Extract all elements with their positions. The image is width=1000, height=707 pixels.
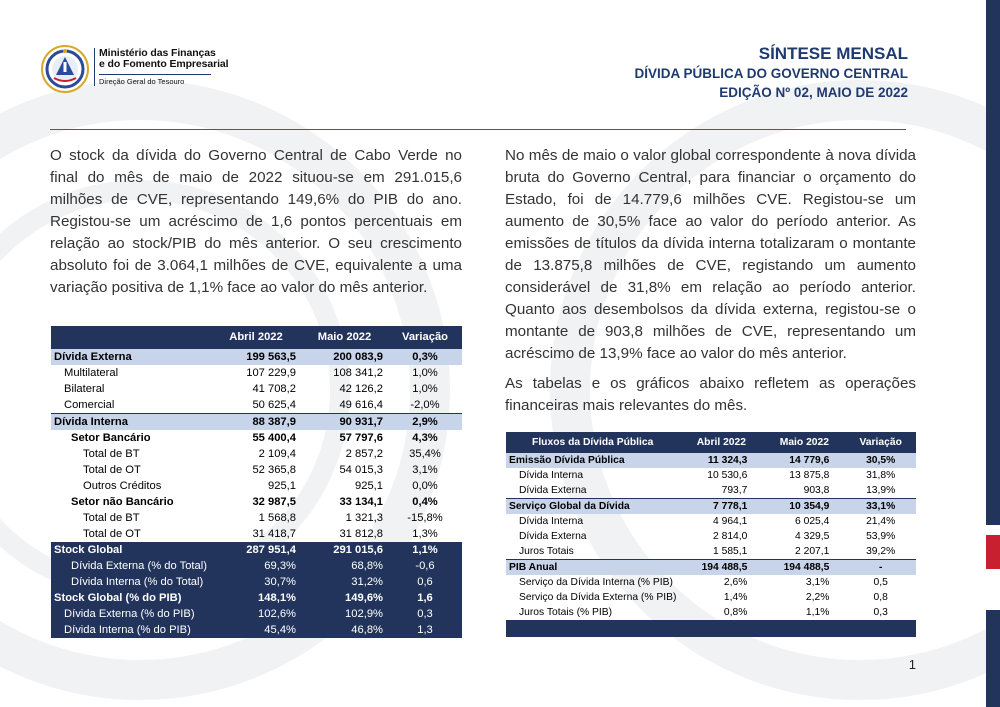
cell-value: 1,1% xyxy=(388,542,462,558)
table-row xyxy=(506,544,916,560)
cell-value: 1,6 xyxy=(388,590,462,606)
cell-value: 2 207,1 xyxy=(795,546,830,557)
table-row xyxy=(51,397,462,414)
table-row xyxy=(51,462,462,478)
cell-value: 42 126,2 xyxy=(339,383,383,395)
cell-value: 68,8% xyxy=(301,558,388,574)
cell-value: 0,6 xyxy=(388,574,462,590)
row-label: Setor não Bancário xyxy=(71,496,174,508)
cell-value: 4 329,5 xyxy=(795,531,830,542)
cell-value: 0,8% xyxy=(723,607,748,618)
paragraph-tables-note: As tabelas e os gráficos abaixo refletem as operações financeiras mais relevantes do mês. xyxy=(505,375,916,414)
cell-value: 46,8% xyxy=(301,622,388,638)
column-header: Abril 2022 xyxy=(211,326,301,349)
cell-value: 287 951,4 xyxy=(211,542,301,558)
cell-value: 90 931,7 xyxy=(301,414,388,431)
column-header xyxy=(51,326,211,349)
table-row xyxy=(51,606,462,622)
cell-value: 102,6% xyxy=(211,606,301,622)
cell-value: 14 779,6 xyxy=(763,453,845,469)
cell-value: 11 324,3 xyxy=(679,453,763,469)
report-edition: EDIÇÃO Nº 02, MAIO DE 2022 xyxy=(719,85,908,100)
row-label: Stock Global (% do PIB) xyxy=(51,590,211,606)
cell-value: -15,8% xyxy=(407,512,443,524)
paragraph-stock: O stock da dívida do Governo Central de Cabo Verde no final do mês de maio de 2022 situou-se em 291.015,6 milhões de CVE, representando 149,6% do PIB do ano. Registou-se um acréscimo de 1,6 pontos percentuais em relação ao stock/PIB do mês anterior. O seu crescimento absoluto foi de 3.064,1 milhões de CVE, equivalente a uma variação positiva de 1,1% face ao valor do mês anterior. xyxy=(50,147,462,296)
cell-value: 33,1% xyxy=(845,499,916,515)
debt-stock-table xyxy=(51,326,462,638)
cell-value: 30,5% xyxy=(845,453,916,469)
cell-value: 31 812,8 xyxy=(339,528,383,540)
cell-value: 925,1 xyxy=(268,480,296,492)
coat-of-arms-logo xyxy=(40,44,90,94)
cell-value: 21,4% xyxy=(866,516,896,527)
row-label: Dívida Interna (% do Total) xyxy=(51,574,211,590)
cell-value: 55 400,4 xyxy=(252,432,296,444)
cell-value: 31 418,7 xyxy=(252,528,296,540)
table-row xyxy=(51,558,462,574)
cell-value: 2 109,4 xyxy=(258,448,296,460)
cell-value: 0,4% xyxy=(412,496,438,508)
ministry-block xyxy=(94,48,228,86)
header-divider xyxy=(50,129,906,130)
cell-value: 1,3% xyxy=(412,528,438,540)
table-footer-bar xyxy=(506,620,916,637)
cell-value: 1,0% xyxy=(412,367,438,379)
table-header-row xyxy=(51,326,462,349)
cell-value: 4 964,1 xyxy=(713,516,748,527)
table-row xyxy=(51,478,462,494)
table-row xyxy=(51,590,462,606)
row-label: Emissão Dívida Pública xyxy=(506,453,679,469)
row-label: Setor Bancário xyxy=(71,432,151,444)
row-label: Stock Global xyxy=(51,542,211,558)
paragraph-new-debt: No mês de maio o valor global correspondente à nova dívida bruta do Governo Central, para financiar o orçamento do Estado, foi de 14.779,6 milhões CVE. Registou-se um aumento de 30,5% face ao valor do período anterior. As emissões de títulos da dívida interna totalizaram o montante de 13.875,8 milhões de CVE, registando um aumento considerável de 31,8% em relação ao período anterior. Quanto aos desembolsos da dívida externa, registou-se o montante de 903,8 milhões de CVE, representando um acréscimo de 13,9% face ao valor do mês anterior. xyxy=(505,147,916,362)
table-row xyxy=(51,446,462,462)
cell-value: 0,0% xyxy=(412,480,438,492)
row-label: Juros Totais (% PIB) xyxy=(519,607,613,618)
table-row xyxy=(506,483,916,499)
row-label: Dívida Externa xyxy=(519,485,587,496)
cell-value: - xyxy=(845,560,916,576)
cell-value: 4,3% xyxy=(412,432,438,444)
ministry-department: Direção Geral do Tesouro xyxy=(99,74,211,86)
cell-value: 1,0% xyxy=(412,383,438,395)
column-header: Fluxos da Dívida Pública xyxy=(506,432,679,453)
cell-value: 194 488,5 xyxy=(679,560,763,576)
cell-value: 54 015,3 xyxy=(339,464,383,476)
cell-value: 30,7% xyxy=(211,574,301,590)
table-row xyxy=(506,560,916,576)
row-label: Serviço da Dívida Externa (% PIB) xyxy=(519,592,677,603)
column-header: Maio 2022 xyxy=(763,432,845,453)
cell-value: 57 797,6 xyxy=(339,432,383,444)
table-row xyxy=(506,605,916,620)
side-bar-navy-bottom xyxy=(986,610,1000,707)
cell-value: 200 083,9 xyxy=(301,349,388,366)
cell-value: 10 354,9 xyxy=(763,499,845,515)
side-bar-navy-top xyxy=(986,0,1000,525)
cell-value: 0,5 xyxy=(873,577,888,588)
cell-value: 1 321,3 xyxy=(345,512,383,524)
cell-value: 52 365,8 xyxy=(252,464,296,476)
table-row xyxy=(506,514,916,529)
cell-value: 291 015,6 xyxy=(301,542,388,558)
table-row xyxy=(51,622,462,638)
cell-value: 31,8% xyxy=(866,470,896,481)
cell-value: 45,4% xyxy=(211,622,301,638)
cell-value: 7 778,1 xyxy=(679,499,763,515)
row-label: Outros Créditos xyxy=(83,480,162,492)
cell-value: -2,0% xyxy=(410,399,440,411)
cell-value: 793,7 xyxy=(721,485,748,496)
row-label: Total de OT xyxy=(83,464,141,476)
row-label: Dívida Externa (% do PIB) xyxy=(51,606,211,622)
table-row xyxy=(51,494,462,510)
table-row xyxy=(51,526,462,542)
cell-value: 102,9% xyxy=(301,606,388,622)
row-label: Dívida Externa xyxy=(51,349,211,366)
row-label: Dívida Interna xyxy=(519,516,584,527)
debt-flows-table xyxy=(506,432,916,637)
column-header: Maio 2022 xyxy=(301,326,388,349)
cell-value: 35,4% xyxy=(409,448,441,460)
column-header: Variação xyxy=(388,326,462,349)
cell-value: 2,9% xyxy=(388,414,462,431)
row-label: Dívida Externa (% do Total) xyxy=(51,558,211,574)
row-label: Multilateral xyxy=(64,367,119,379)
table-row xyxy=(51,430,462,446)
cell-value: 53,9% xyxy=(866,531,896,542)
cell-value: 41 708,2 xyxy=(252,383,296,395)
cell-value: 149,6% xyxy=(301,590,388,606)
table-row xyxy=(506,529,916,544)
cell-value: 1,3 xyxy=(388,622,462,638)
cell-value: 199 563,5 xyxy=(211,349,301,366)
column-header: Abril 2022 xyxy=(679,432,763,453)
row-label: Total de BT xyxy=(83,512,140,524)
row-label: Comercial xyxy=(64,399,115,411)
cell-value: 2 857,2 xyxy=(345,448,383,460)
row-label: PIB Anual xyxy=(506,560,679,576)
row-label: Juros Totais xyxy=(519,546,574,557)
cell-value: 49 616,4 xyxy=(339,399,383,411)
cell-value: 0,3 xyxy=(873,607,888,618)
cell-value: 148,1% xyxy=(211,590,301,606)
row-label: Dívida Externa xyxy=(519,531,587,542)
cell-value: 2 814,0 xyxy=(713,531,748,542)
report-subtitle: DÍVIDA PÚBLICA DO GOVERNO CENTRAL xyxy=(634,66,908,81)
cell-value: 3,1% xyxy=(412,464,438,476)
cell-value: 1,4% xyxy=(723,592,748,603)
side-bar-red xyxy=(986,535,1000,569)
table-row xyxy=(51,510,462,526)
table-row xyxy=(51,574,462,590)
cell-value: 13,9% xyxy=(866,485,896,496)
cell-value: 10 530,6 xyxy=(707,470,748,481)
cell-value: 1,1% xyxy=(805,607,830,618)
table-row xyxy=(51,365,462,381)
cell-value: 50 625,4 xyxy=(252,399,296,411)
cell-value: 13 875,8 xyxy=(789,470,830,481)
row-label: Dívida Interna xyxy=(519,470,584,481)
table-row xyxy=(506,468,916,483)
row-label: Serviço Global da Dívida xyxy=(506,499,679,515)
cell-value: 194 488,5 xyxy=(763,560,845,576)
cell-value: 6 025,4 xyxy=(795,516,830,527)
cell-value: 2,2% xyxy=(805,592,830,603)
cell-value: -0,6 xyxy=(388,558,462,574)
row-label: Serviço da Dívida Interna (% PIB) xyxy=(519,577,673,588)
cell-value: 107 229,9 xyxy=(246,367,296,379)
cell-value: 0,3% xyxy=(388,349,462,366)
table-row xyxy=(51,381,462,397)
report-title-block xyxy=(634,44,908,102)
report-title: SÍNTESE MENSAL xyxy=(758,44,908,63)
ministry-name-line2: e do Fomento Empresarial xyxy=(99,58,229,70)
cell-value: 88 387,9 xyxy=(211,414,301,431)
cell-value: 39,2% xyxy=(866,546,896,557)
ministry-name-line1: Ministério das Finanças xyxy=(99,47,216,59)
cell-value: 903,8 xyxy=(803,485,830,496)
footer-cell xyxy=(506,620,916,637)
cell-value: 0,8 xyxy=(873,592,888,603)
table-row xyxy=(51,542,462,558)
row-label: Total de BT xyxy=(83,448,140,460)
column-header: Variação xyxy=(845,432,916,453)
table-row xyxy=(51,414,462,431)
table-header-row xyxy=(506,432,916,453)
table-row xyxy=(506,590,916,605)
cell-value: 925,1 xyxy=(355,480,383,492)
cell-value: 3,1% xyxy=(805,577,830,588)
row-label: Bilateral xyxy=(64,383,105,395)
cell-value: 108 341,2 xyxy=(333,367,383,379)
cell-value: 1 568,8 xyxy=(258,512,296,524)
table-row xyxy=(506,499,916,515)
cell-value: 32 987,5 xyxy=(252,496,296,508)
row-label: Total de OT xyxy=(83,528,141,540)
row-label: Dívida Interna (% do PIB) xyxy=(51,622,211,638)
table-row xyxy=(506,453,916,469)
cell-value: 69,3% xyxy=(211,558,301,574)
page-number: 1 xyxy=(908,657,916,672)
cell-value: 33 134,1 xyxy=(339,496,383,508)
cell-value: 0,3 xyxy=(388,606,462,622)
cell-value: 1 585,1 xyxy=(713,546,748,557)
row-label: Dívida Interna xyxy=(51,414,211,431)
cell-value: 2,6% xyxy=(723,577,748,588)
table-row xyxy=(51,349,462,366)
table-row xyxy=(506,575,916,590)
cell-value: 31,2% xyxy=(301,574,388,590)
